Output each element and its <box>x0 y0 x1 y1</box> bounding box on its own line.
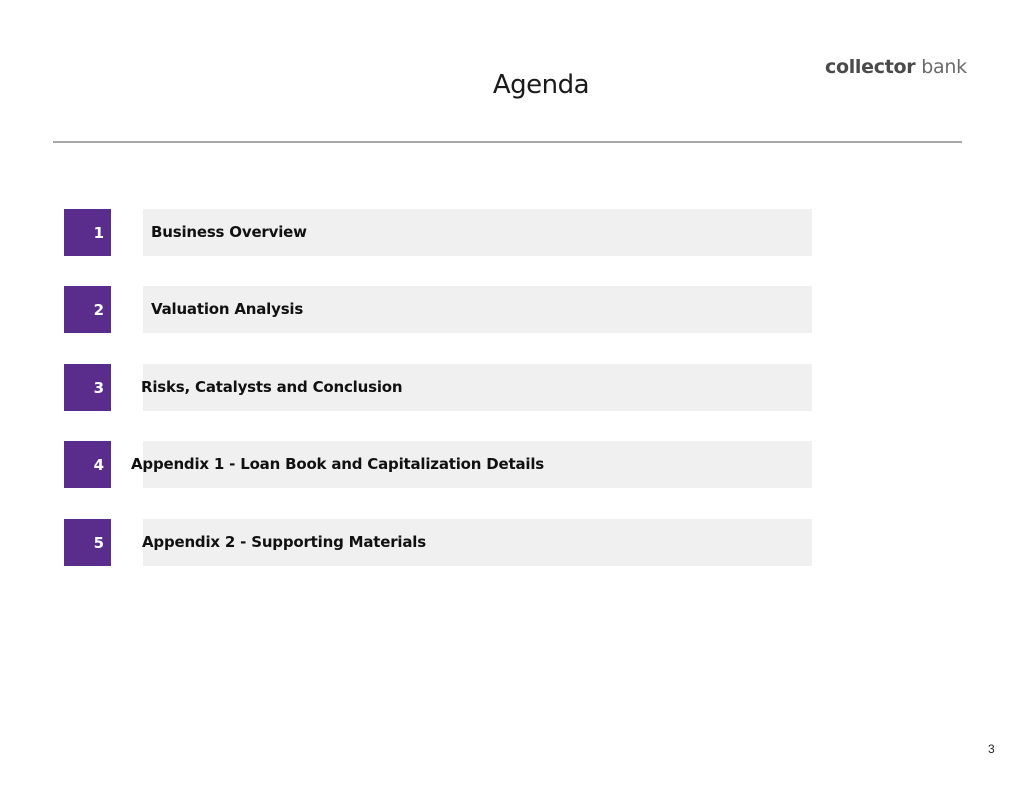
agenda-item-5[interactable] <box>64 519 812 566</box>
agenda-item-label: Valuation Analysis <box>151 300 304 318</box>
agenda-number-badge: 5 <box>64 519 111 566</box>
agenda-item-2[interactable] <box>64 286 812 333</box>
agenda-item-label: Appendix 1 - Loan Book and Capitalization Details <box>131 455 544 473</box>
agenda-item-label: Appendix 2 - Supporting Materials <box>142 533 426 551</box>
agenda-number-badge: 3 <box>64 364 111 411</box>
agenda-number-badge: 4 <box>64 441 111 488</box>
agenda-number-badge: 2 <box>64 286 111 333</box>
agenda-item-3[interactable] <box>64 364 812 411</box>
agenda-item-1[interactable] <box>64 209 812 256</box>
collector-bank-logo <box>825 56 967 78</box>
title-divider <box>53 141 962 143</box>
agenda-item-4[interactable] <box>64 441 812 488</box>
logo-word-collector: collector <box>825 56 916 78</box>
logo-word-bank: bank <box>921 56 967 78</box>
agenda-item-label: Business Overview <box>151 223 307 241</box>
agenda-number-badge: 1 <box>64 209 111 256</box>
agenda-item-label: Risks, Catalysts and Conclusion <box>141 378 403 396</box>
page-title: Agenda <box>492 70 590 100</box>
page-number: 3 <box>988 742 995 756</box>
